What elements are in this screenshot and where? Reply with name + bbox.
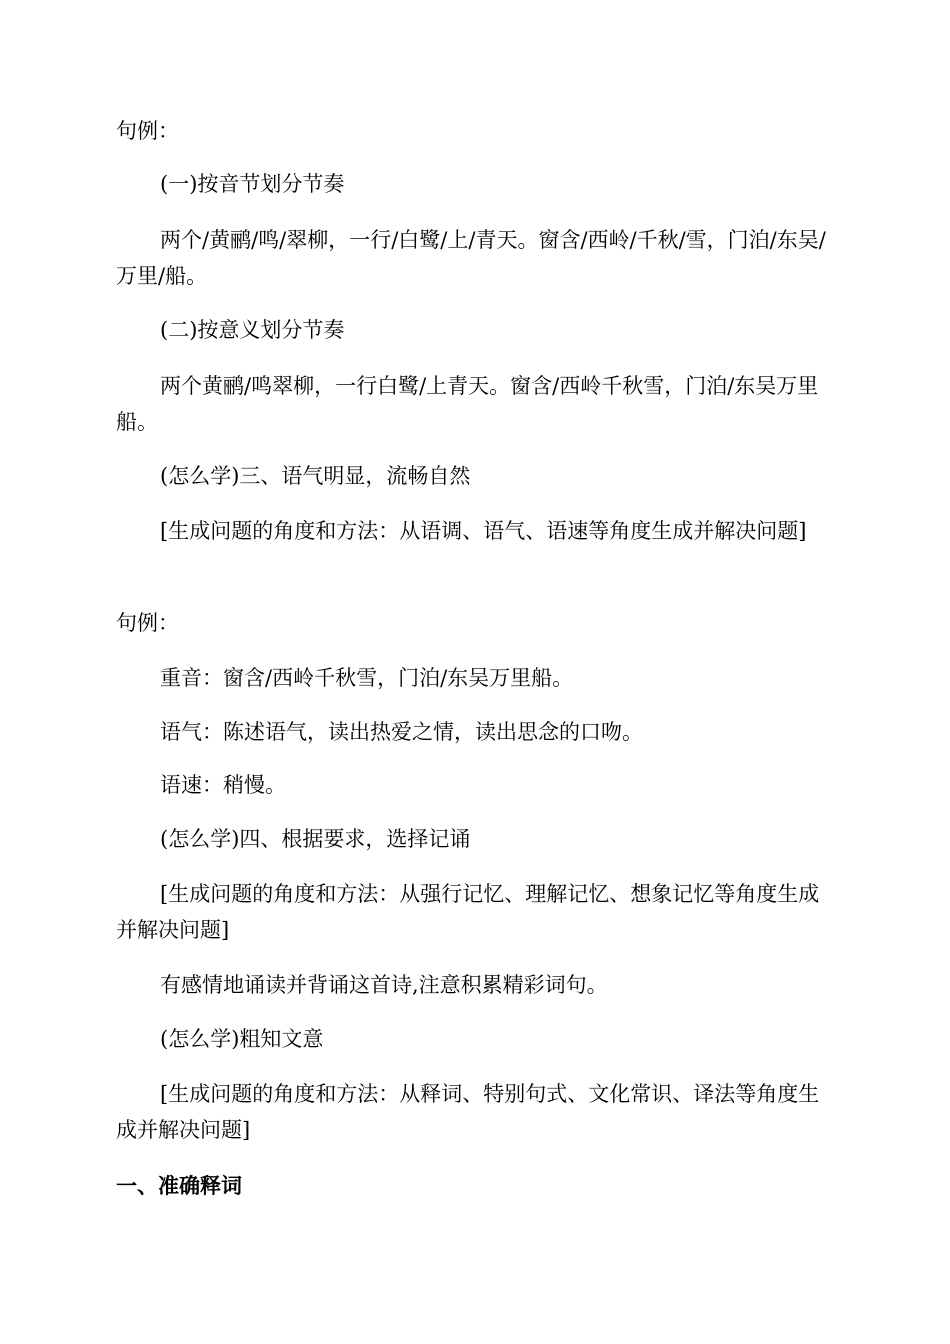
paragraph-section-four: (怎么学)四、根据要求，选择记诵 — [160, 827, 471, 851]
paragraph-rhythm-by-syllable: (一)按音节划分节奏 — [160, 172, 345, 196]
paragraph-section-three: (怎么学)三、语气明显，流畅自然 — [160, 464, 471, 488]
paragraph-method-four: [生成问题的角度和方法：从强行记忆、理解记忆、想象记忆等角度生成并解决问题] — [116, 882, 820, 942]
paragraph-example-label-1: 句例： — [116, 119, 179, 143]
paragraph-tone: 语气：陈述语气，读出热爱之情，读出思念的口吻。 — [160, 720, 643, 744]
paragraph-rhythm-by-meaning: (二)按意义划分节奏 — [160, 318, 345, 342]
paragraph-recite: 有感情地诵读并背诵这首诗,注意积累精彩词句。 — [160, 973, 608, 997]
section-heading-explain-words: 一、准确释词 — [116, 1174, 242, 1198]
paragraph-stress: 重音：窗含/西岭千秋雪，门泊/东吴万里船。 — [160, 666, 574, 690]
paragraph-syllable-example: 两个/黄鹂/鸣/翠柳，一行/白鹭/上/青天。窗含/西岭/千秋/雪，门泊/东吴/万里/船。 — [116, 228, 826, 288]
paragraph-speed: 语速：稍慢。 — [160, 773, 286, 797]
paragraph-section-understand: (怎么学)粗知文意 — [160, 1027, 324, 1051]
paragraph-example-label-2: 句例： — [116, 611, 179, 635]
paragraph-meaning-example: 两个黄鹂/鸣翠柳，一行白鹭/上青天。窗含/西岭千秋雪，门泊/东吴万里船。 — [116, 374, 819, 434]
paragraph-method-three: [生成问题的角度和方法：从语调、语气、语速等角度生成并解决问题] — [160, 519, 807, 543]
paragraph-method-understand: [生成问题的角度和方法：从释词、特别句式、文化常识、译法等角度生成并解决问题] — [116, 1082, 820, 1142]
